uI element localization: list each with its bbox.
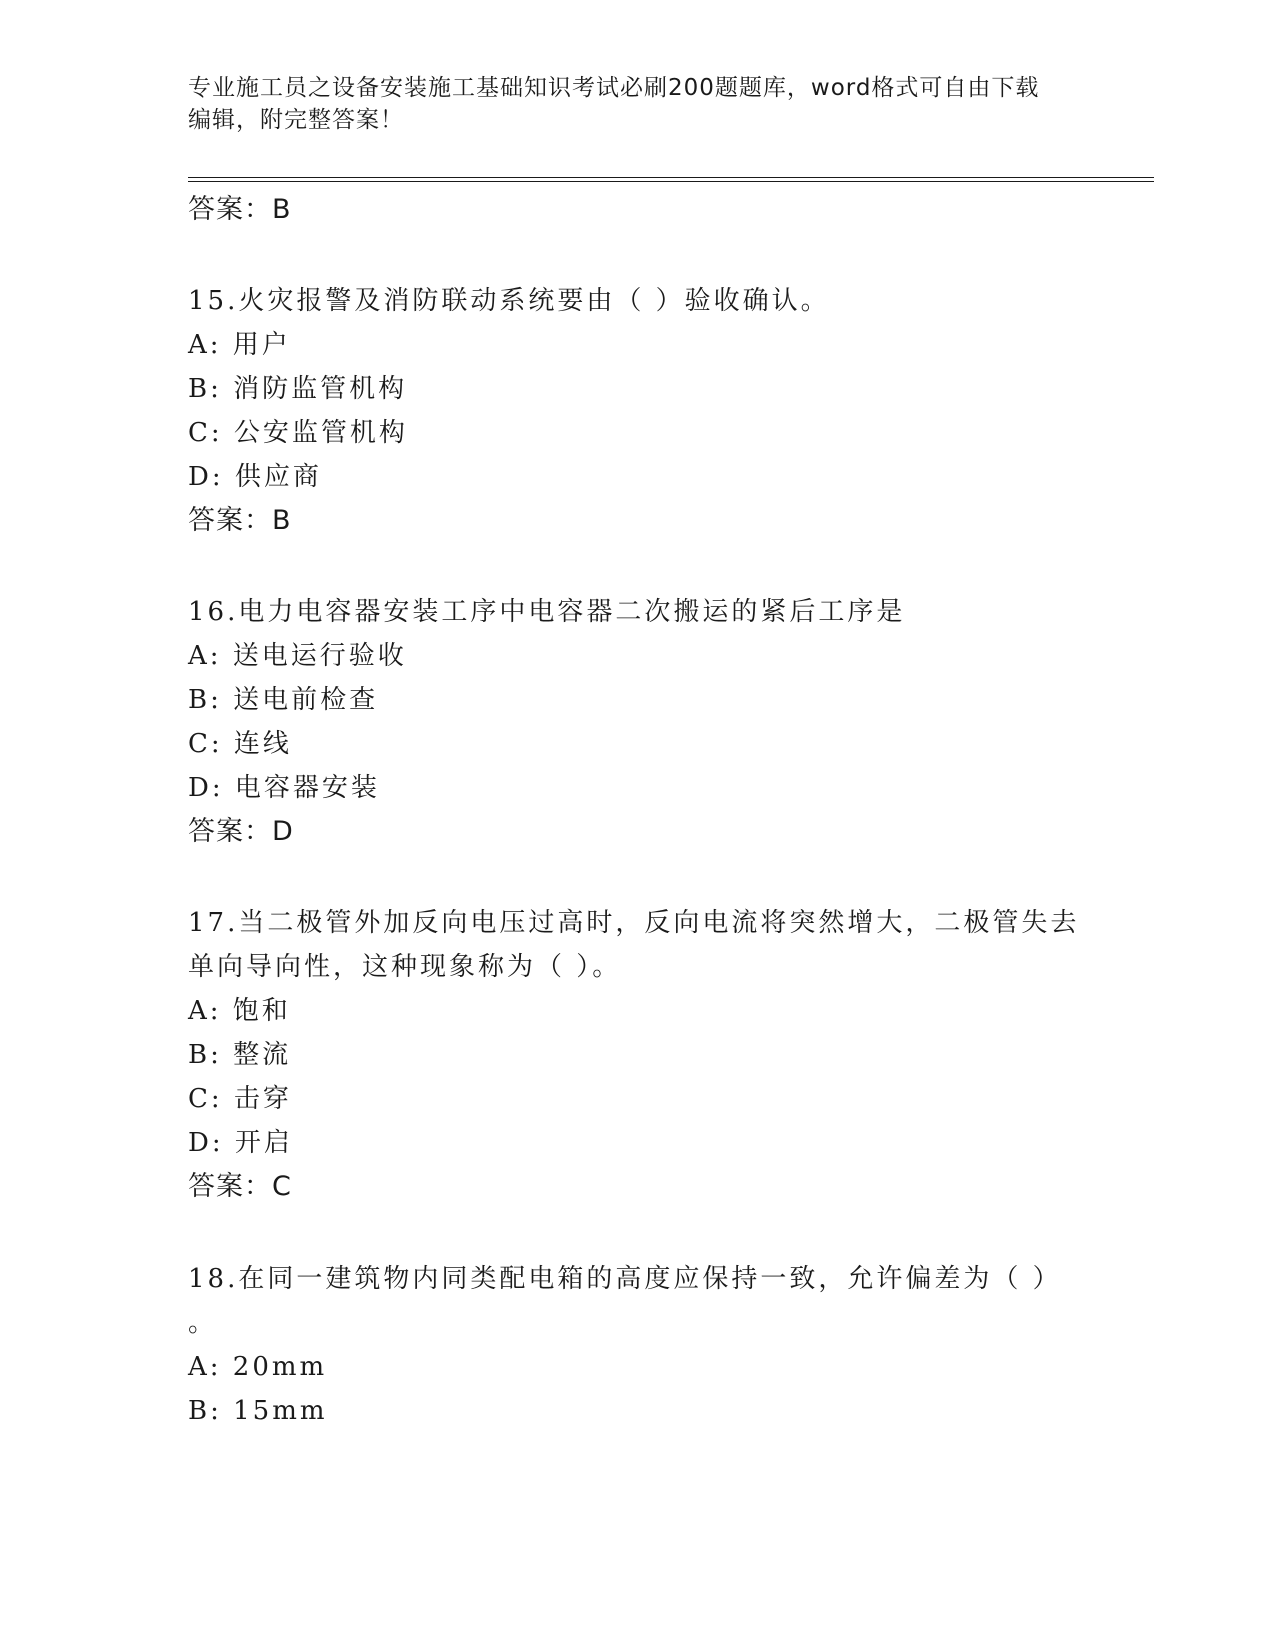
header-rule-top bbox=[188, 177, 1154, 178]
question-16-option-d: D: 电容器安装 bbox=[188, 773, 380, 803]
question-17-stem-line-2: 单向导向性，这种现象称为（ ）。 bbox=[188, 952, 622, 982]
question-17-option-d: D: 开启 bbox=[188, 1128, 293, 1158]
question-17-stem-line-1: 17.当二极管外加反向电压过高时，反向电流将突然增大，二极管失去 bbox=[188, 908, 1080, 938]
question-16-option-a: A: 送电运行验收 bbox=[188, 641, 407, 671]
question-16-option-b: B: 送电前检查 bbox=[188, 685, 379, 715]
question-17-option-b: B: 整流 bbox=[188, 1040, 292, 1070]
question-18-option-b: B: 15mm bbox=[188, 1396, 328, 1426]
question-15-option-c: C: 公安监管机构 bbox=[188, 418, 408, 448]
question-15-option-b: B: 消防监管机构 bbox=[188, 374, 408, 404]
question-15-option-d: D: 供应商 bbox=[188, 462, 322, 492]
question-16-option-c: C: 连线 bbox=[188, 729, 292, 759]
question-18-option-a: A: 20mm bbox=[188, 1352, 328, 1382]
question-15-option-a: A: 用户 bbox=[188, 330, 291, 360]
question-15-stem: 15.火灾报警及消防联动系统要由（ ）验收确认。 bbox=[188, 286, 830, 316]
question-16-answer: 答案：D bbox=[188, 816, 294, 847]
document-header-line-2: 编辑，附完整答案！ bbox=[188, 107, 404, 133]
document-header-line-1: 专业施工员之设备安装施工基础知识考试必刷200题题库，word格式可自由下载 bbox=[188, 75, 1040, 101]
question-18-stem-line-1: 18.在同一建筑物内同类配电箱的高度应保持一致，允许偏差为（ ） bbox=[188, 1264, 1062, 1294]
question-17-option-c: C: 击穿 bbox=[188, 1084, 292, 1114]
header-rule-bottom bbox=[188, 181, 1154, 182]
question-17-option-a: A: 饱和 bbox=[188, 996, 291, 1026]
question-17-answer: 答案：C bbox=[188, 1171, 292, 1202]
previous-question-answer: 答案：B bbox=[188, 194, 292, 225]
question-18-stem-line-2: 。 bbox=[188, 1308, 218, 1338]
question-16-stem: 16.电力电容器安装工序中电容器二次搬运的紧后工序是 bbox=[188, 597, 906, 627]
question-15-answer: 答案：B bbox=[188, 505, 292, 536]
